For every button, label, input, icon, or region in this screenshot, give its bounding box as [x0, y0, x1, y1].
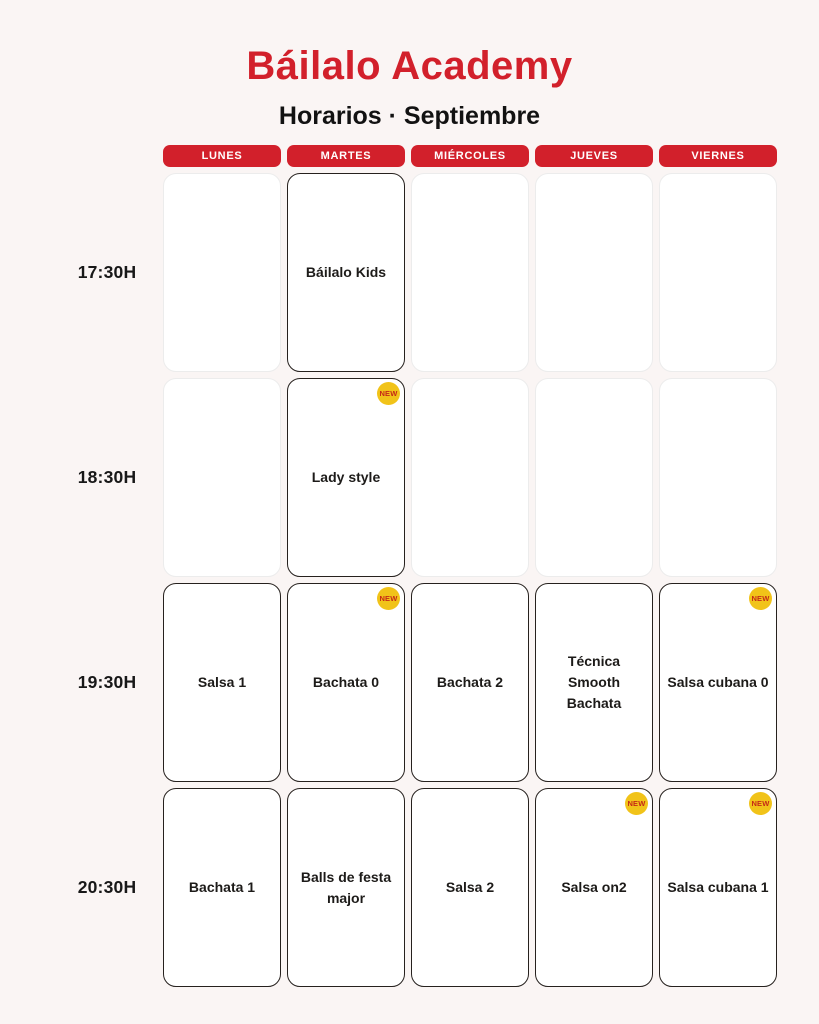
new-badge: NEW: [377, 382, 400, 405]
class-name-label: Bachata 2: [436, 674, 504, 690]
empty-slot: [535, 378, 653, 577]
class-name-label: Salsa cubana 0: [667, 674, 769, 690]
empty-slot: [411, 173, 529, 372]
class-name-label: Báilalo Kids: [305, 264, 387, 280]
class-card-bailalo-kids: [287, 173, 405, 372]
class-name-label: Técnica Smooth Bachata: [566, 653, 622, 711]
time-label-19-30h: 19:30H: [77, 672, 137, 692]
empty-slot: [659, 173, 777, 372]
class-name-label: Bachata 1: [188, 879, 256, 895]
class-card-bachata-1: [163, 788, 281, 987]
class-card-tecnica-smooth-bachata: [535, 583, 653, 782]
page-subtitle: Horarios · Septiembre: [278, 102, 541, 130]
class-card-bachata-2: [411, 583, 529, 782]
empty-slot: [411, 378, 529, 577]
class-card-salsa-1: [163, 583, 281, 782]
class-name-label: Bachata 0: [312, 674, 380, 690]
new-badge: NEW: [749, 792, 772, 815]
day-pill-lunes: LUNES: [163, 145, 281, 167]
class-card-bachata-0: [287, 583, 405, 782]
schedule-grid: [57, 145, 777, 987]
class-name-label: Salsa 1: [197, 674, 247, 690]
empty-slot: [659, 378, 777, 577]
class-card-lady-style: [287, 378, 405, 577]
page-title: Báilalo Academy: [246, 44, 573, 88]
day-pill-miercoles: MIÉRCOLES: [411, 145, 529, 167]
class-name-label: Salsa on2: [561, 879, 627, 895]
time-label-18-30h: 18:30H: [77, 467, 137, 487]
empty-slot: [163, 173, 281, 372]
class-name-label: Balls de festa major: [300, 868, 392, 906]
day-pill-martes: MARTES: [287, 145, 405, 167]
time-label-17-30h: 17:30H: [77, 262, 137, 282]
class-card-salsa-2: [411, 788, 529, 987]
new-badge: NEW: [625, 792, 648, 815]
empty-slot: [163, 378, 281, 577]
class-card-balls-de-festa-major: [287, 788, 405, 987]
day-pill-viernes: VIERNES: [659, 145, 777, 167]
class-name-label: Salsa 2: [445, 879, 495, 895]
time-label-20-30h: 20:30H: [77, 877, 137, 897]
class-card-salsa-on2: [535, 788, 653, 987]
class-card-salsa-cubana-0: [659, 583, 777, 782]
corner-spacer: [57, 145, 157, 167]
new-badge: NEW: [377, 587, 400, 610]
class-name-label: Lady style: [311, 469, 381, 485]
new-badge: NEW: [749, 587, 772, 610]
class-name-label: Salsa cubana 1: [667, 879, 769, 895]
day-pill-jueves: JUEVES: [535, 145, 653, 167]
empty-slot: [535, 173, 653, 372]
class-card-salsa-cubana-1: [659, 788, 777, 987]
